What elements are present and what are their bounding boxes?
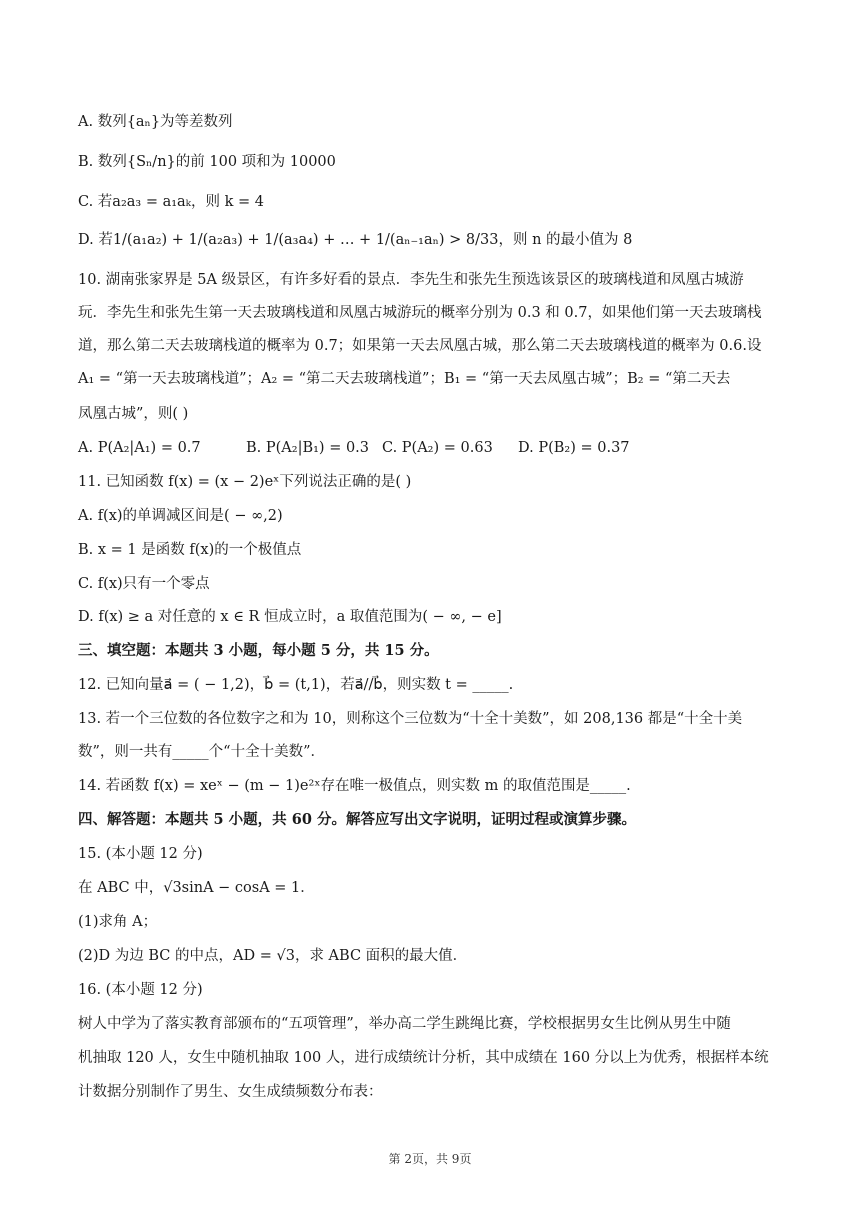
q11-option-c: C. f(x)只有一个零点 xyxy=(78,576,210,592)
page-footer: 第 2页，共 9页 xyxy=(388,1152,472,1166)
q15-part-1: (1)求角 A； xyxy=(78,914,158,930)
section-4-heading: 四、解答题：本题共 5 小题，共 60 分。解答应写出文字说明，证明过程或演算步骤。 xyxy=(78,811,636,828)
q11-option-b: B. x = 1 是函数 f(x)的一个极值点 xyxy=(78,542,302,558)
q10-options xyxy=(78,438,788,458)
q10-text-line-2: 玩．李先生和张先生第一天去玻璃栈道和凤凰古城游玩的概率分别为 0.3 和 0.7，如果他们第一天去玻璃栈 xyxy=(78,305,762,321)
q16-text-line-2: 机抽取 120 人，女生中随机抽取 100 人，进行成绩统计分析，其中成绩在 160 分以上为优秀，根据样本统 xyxy=(78,1050,769,1066)
q13-line-1: 13. 若一个三位数的各位数字之和为 10，则称这个三位数为“十全十美数”，如 208,136 都是“十全十美 xyxy=(78,711,743,727)
q9-option-d: D. 若1/(a₁a₂) + 1/(a₂a₃) + 1/(a₃a₄) + … + 1/(aₙ₋₁aₙ) > 8/33，则 n 的最小值为 8 xyxy=(78,232,633,248)
q14: 14. 若函数 f(x) = xeˣ − (m − 1)e²ˣ存在唯一极值点，则实数 m 的取值范围是_____. xyxy=(78,778,631,794)
q16-header: 16. (本小题 12 分) xyxy=(78,982,203,998)
q11-stem: 11. 已知函数 f(x) = (x − 2)eˣ下列说法正确的是( ) xyxy=(78,474,412,490)
q11-option-a: A. f(x)的单调减区间是( − ∞,2) xyxy=(78,508,283,524)
q10-option-c: C. P(A₂) = 0.63 xyxy=(382,440,493,456)
q13-line-2: 数”，则一共有_____个“十全十美数”． xyxy=(78,744,325,760)
q15-stem: 在 ABC 中，√3sinA − cosA = 1． xyxy=(78,880,315,896)
q9-option-a: A. 数列{aₙ}为等差数列 xyxy=(78,114,233,130)
q16-text-line-1: 树人中学为了落实教育部颁布的“五项管理”，举办高二学生跳绳比赛，学校根据男女生比例从男生中随 xyxy=(78,1016,731,1032)
q10-text-line-4: A₁ = “第一天去玻璃栈道”；A₂ = “第二天去玻璃栈道”；B₁ = “第一天去凤凰古城”；B₂ = “第二天去 xyxy=(78,371,731,387)
q10-option-d: D. P(B₂) = 0.37 xyxy=(518,440,630,456)
q10-text-line-3: 道，那么第二天去玻璃栈道的概率为 0.7；如果第一天去凤凰古城，那么第二天去玻璃栈道的概率为 0.6.设 xyxy=(78,338,762,354)
q9-option-b: B. 数列{Sₙ/n}的前 100 项和为 10000 xyxy=(78,154,336,170)
q9-option-c: C. 若a₂a₃ = a₁aₖ，则 k = 4 xyxy=(78,194,264,210)
q12: 12. 已知向量a⃗ = ( − 1,2)，b⃗ = (t,1)，若a⃗//b⃗，则实数 t = _____. xyxy=(78,677,514,693)
q15-part-2: (2)D 为边 BC 的中点，AD = √3，求 ABC 面积的最大值． xyxy=(78,948,468,964)
section-3-heading: 三、填空题：本题共 3 小题，每小题 5 分，共 15 分。 xyxy=(78,642,439,659)
q10-text-line-5: 凤凰古城”，则( ) xyxy=(78,406,189,422)
q10-text-line-1: 10. 湖南张家界是 5A 级景区，有许多好看的景点．李先生和张先生预选该景区的玻璃栈道和凤凰古城游 xyxy=(78,272,744,288)
q10-option-a: A. P(A₂|A₁) = 0.7 xyxy=(78,440,201,456)
q10-option-b: B. P(A₂|B₁) = 0.3 xyxy=(246,440,370,456)
q15-header: 15. (本小题 12 分) xyxy=(78,846,203,862)
q11-option-d: D. f(x) ≥ a 对任意的 x ∈ R 恒成立时，a 取值范围为( − ∞, − e] xyxy=(78,609,502,625)
q16-text-line-3: 计数据分别制作了男生、女生成绩频数分布表： xyxy=(78,1084,383,1100)
